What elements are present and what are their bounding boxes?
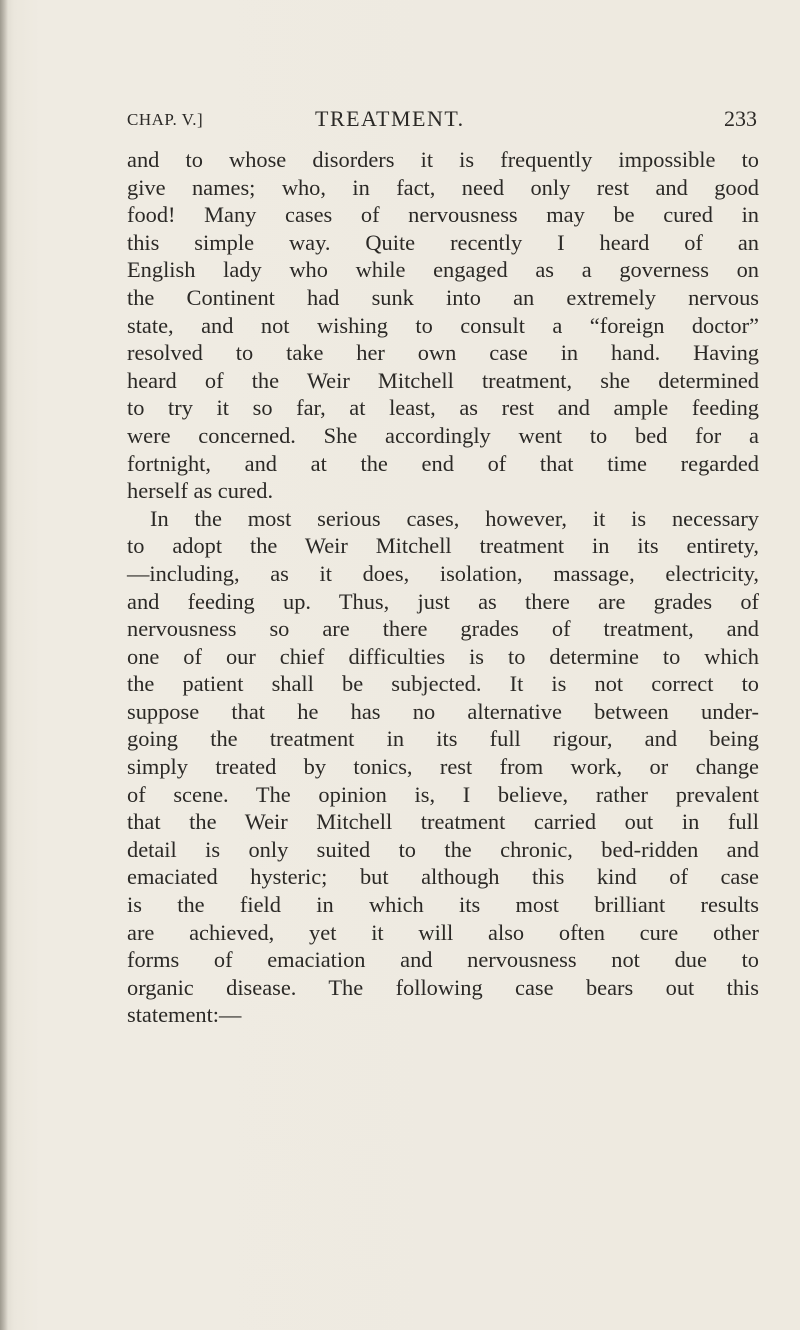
text-line: nervousness so are there grades of treatment, and (127, 616, 759, 642)
chapter-label: CHAP. V.] (127, 110, 204, 129)
paragraph-end-line: statement:— (127, 1002, 242, 1028)
page-gutter-shadow (0, 0, 8, 1330)
text-line: of scene. The opinion is, I believe, rather prevalent (127, 781, 759, 807)
text-line: English lady who while engaged as a governess on (127, 257, 759, 283)
page-number: 233 (724, 106, 757, 131)
body-text (127, 146, 759, 1029)
text-line: —including, as it does, isolation, massage, electricity, (127, 560, 759, 586)
text-line: resolved to take her own case in hand. Having (127, 340, 759, 366)
text-line: going the treatment in its full rigour, and being (127, 726, 759, 752)
running-title: TREATMENT. (315, 106, 465, 131)
paragraph-end-line: herself as cured. (127, 478, 274, 504)
text-line: simply treated by tonics, rest from work, or change (127, 754, 759, 780)
text-line: were concerned. She accordingly went to bed for a (127, 422, 759, 448)
text-line: organic disease. The following case bears out this (127, 974, 759, 1000)
text-line: food! Many cases of nervousness may be cured in (127, 202, 759, 228)
text-line: give names; who, in fact, need only rest and good (127, 174, 759, 200)
text-line: state, and not wishing to consult a “foreign doctor” (127, 312, 759, 338)
running-head (127, 106, 757, 136)
text-line: emaciated hysteric; but although this kind of case (127, 864, 759, 890)
text-line: suppose that he has no alternative between under- (127, 698, 759, 724)
text-line: fortnight, and at the end of that time regarded (127, 450, 759, 476)
text-line: is the field in which its most brilliant results (127, 892, 759, 918)
text-line: to adopt the Weir Mitchell treatment in its entirety, (127, 533, 759, 559)
text-line: and feeding up. Thus, just as there are grades of (127, 588, 759, 614)
text-line: are achieved, yet it will also often cure other (127, 919, 759, 945)
text-line: forms of emaciation and nervousness not due to (127, 947, 759, 973)
paragraph-first-line: In the most serious cases, however, it is necessary (150, 505, 759, 531)
text-line: that the Weir Mitchell treatment carried out in full (127, 809, 759, 835)
text-line: the Continent had sunk into an extremely nervous (127, 284, 759, 310)
text-line: the patient shall be subjected. It is not correct to (127, 671, 759, 697)
text-line: to try it so far, at least, as rest and ample feeding (127, 395, 759, 421)
text-line: one of our chief difficulties is to determine to which (127, 643, 759, 669)
text-line: this simple way. Quite recently I heard of an (127, 229, 759, 255)
text-line: heard of the Weir Mitchell treatment, she determined (127, 367, 759, 393)
text-line: detail is only suited to the chronic, bed-ridden and (127, 836, 759, 862)
text-line: and to whose disorders it is frequently impossible to (127, 147, 759, 172)
